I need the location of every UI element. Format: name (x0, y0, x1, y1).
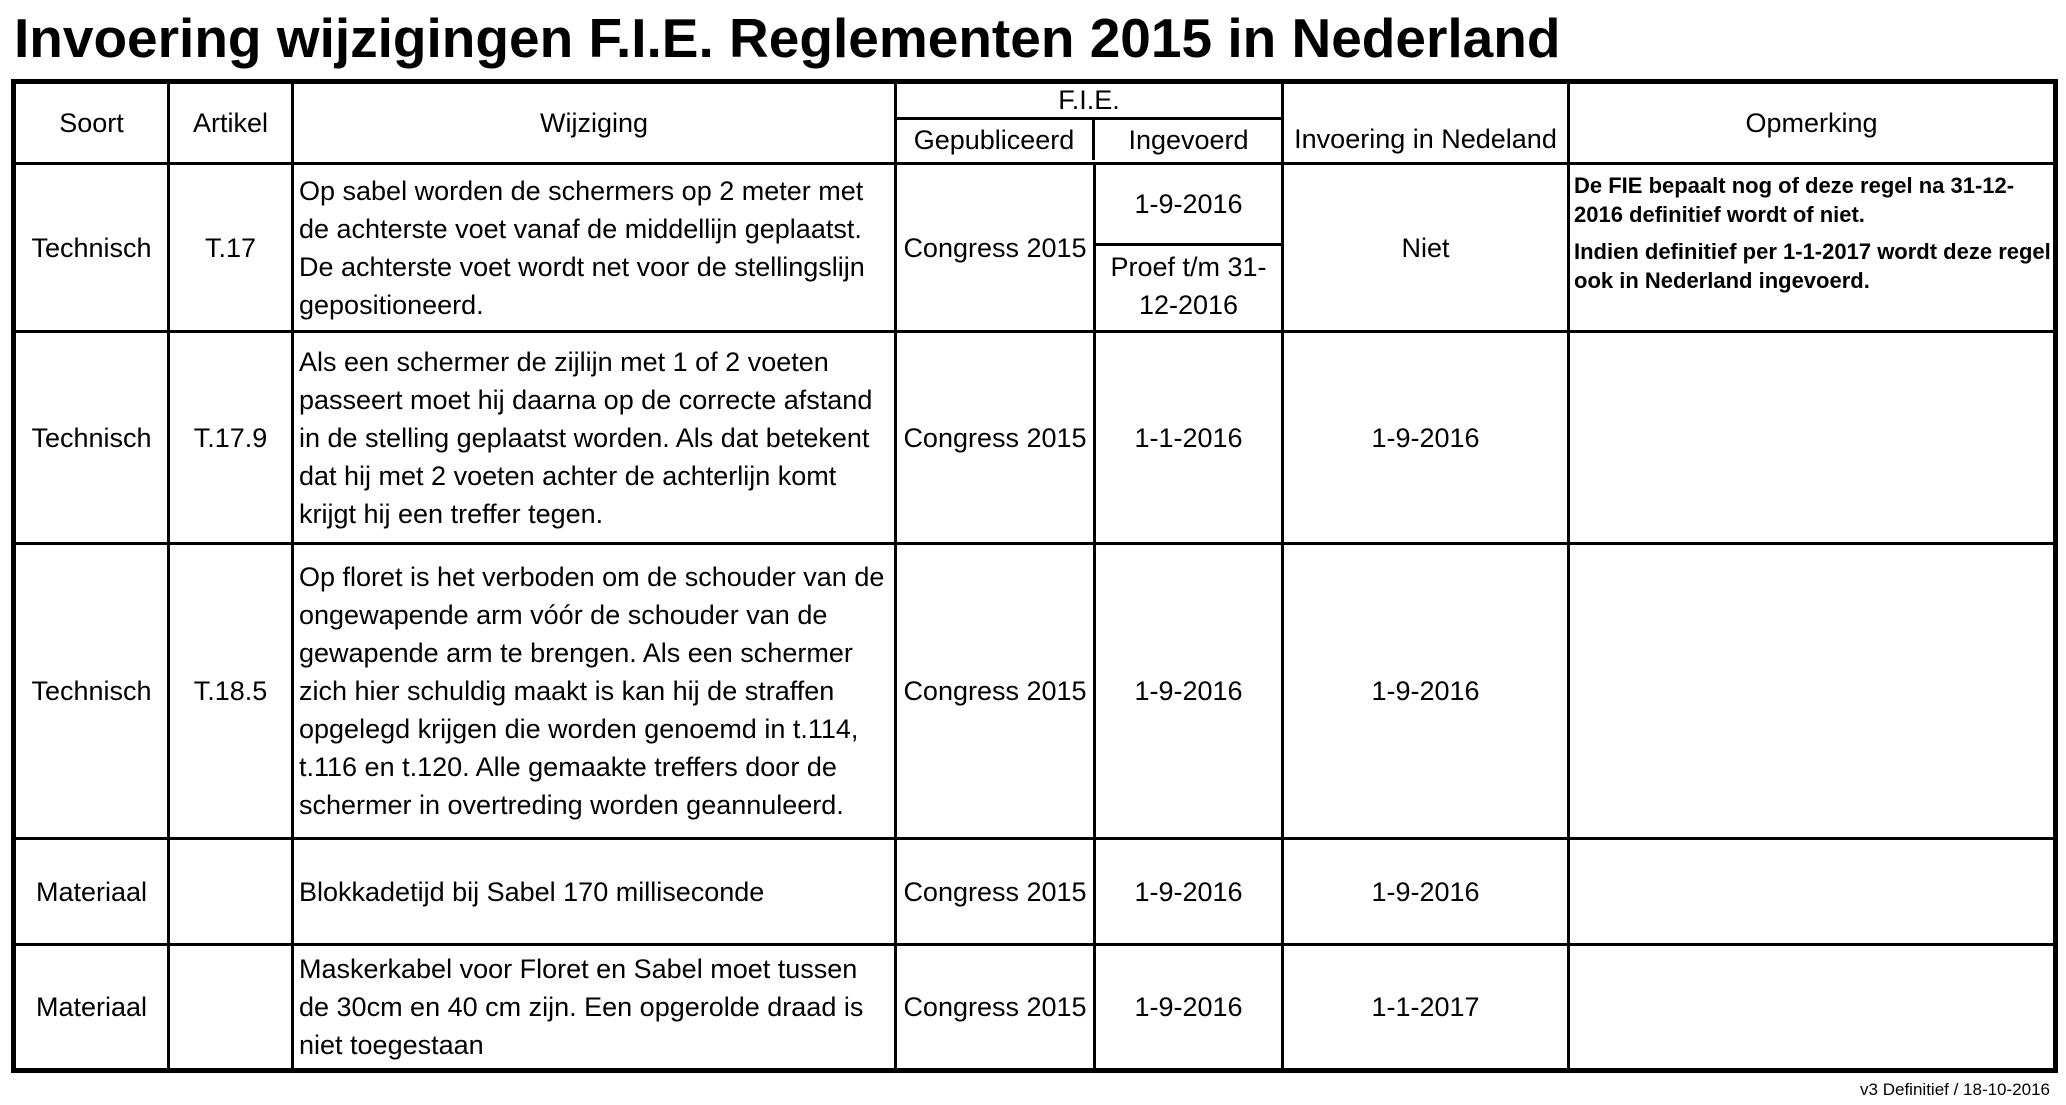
cell-artikel (169, 839, 293, 945)
document-title: Invoering wijzigingen F.I.E. Reglementen 2015 in Nederland (14, 7, 1561, 69)
cell-artikel: T.17 (169, 164, 293, 332)
cell-invoering: 1-9-2016 (1283, 839, 1569, 945)
cell-invoering: 1-9-2016 (1283, 544, 1569, 839)
cell-gepubliceerd: Congress 2015 (896, 164, 1095, 332)
opmerking-line-1: De FIE bepaalt nog of deze regel na 31-12-2016 definitief wordt of niet. (1574, 173, 2015, 227)
cell-soort: Materiaal (14, 945, 169, 1071)
cell-invoering: 1-9-2016 (1283, 332, 1569, 544)
cell-ingevoerd-proef: Proef t/m 31-12-2016 (1095, 243, 1282, 324)
version-footer: v3 Definitief / 18-10-2016 (1860, 1080, 2050, 1099)
header-soort: Soort (14, 82, 169, 164)
header-opmerking: Opmerking (1569, 82, 2056, 164)
cell-wijziging: Op floret is het verboden om de schouder van de ongewapende arm vóór de schouder van de gewapende arm te brengen. Als een schermer zich hier schuldig maakt is kan hij de straffen opgelegd krijgen die worden genoemd in t.114, t.116 en t.120. Alle gemaakte treffers door de schermer in overtreding worden geannuleerd. (293, 544, 896, 839)
header-wijziging: Wijziging (293, 82, 896, 164)
changes-table (11, 79, 2058, 1073)
cell-soort: Technisch (14, 332, 169, 544)
cell-gepubliceerd: Congress 2015 (896, 544, 1095, 839)
header-fie: F.I.E. (1058, 85, 1120, 115)
cell-invoering: Niet (1283, 164, 1569, 332)
cell-opmerking (1569, 544, 2056, 839)
header-fie-group (896, 82, 1283, 164)
cell-ingevoerd-split (1095, 164, 1283, 332)
cell-artikel: T.17.9 (169, 332, 293, 544)
cell-soort: Materiaal (14, 839, 169, 945)
cell-wijziging: Als een schermer de zijlijn met 1 of 2 voeten passeert moet hij daarna op de correcte afstand in de stelling geplaatst worden. Als dat betekent dat hij met 2 voeten achter de achterlijn komt krijgt hij een treffer tegen. (293, 332, 896, 544)
cell-ingevoerd: 1-9-2016 (1095, 945, 1283, 1071)
header-invoering: Invoering in Nedeland (1283, 82, 1569, 164)
cell-artikel (169, 945, 293, 1071)
cell-opmerking (1569, 332, 2056, 544)
table-row (14, 164, 2056, 332)
header-artikel: Artikel (169, 82, 293, 164)
cell-soort: Technisch (14, 544, 169, 839)
cell-ingevoerd: 1-9-2016 (1095, 544, 1283, 839)
table-row (14, 332, 2056, 544)
cell-opmerking (1569, 164, 2056, 332)
cell-gepubliceerd: Congress 2015 (896, 839, 1095, 945)
opmerking-line-2: Indien definitief per 1-1-2017 wordt deze regel ook in Nederland ingevoerd. (1574, 239, 2051, 293)
header-row (14, 82, 2056, 164)
header-ingevoerd: Ingevoerd (1128, 125, 1249, 155)
table-row (14, 544, 2056, 839)
cell-wijziging: Maskerkabel voor Floret en Sabel moet tussen de 30cm en 40 cm zijn. Een opgerolde draad is niet toegestaan (293, 945, 896, 1071)
cell-gepubliceerd: Congress 2015 (896, 945, 1095, 1071)
cell-opmerking (1569, 839, 2056, 945)
cell-ingevoerd: 1-9-2016 (1134, 189, 1243, 219)
cell-wijziging: Op sabel worden de schermers op 2 meter met de achterste voet vanaf de middellijn geplaatst. De achterste voet wordt net voor de stellingslijn gepositioneerd. (293, 164, 896, 332)
cell-opmerking (1569, 945, 2056, 1071)
header-gepubliceerd: Gepubliceerd (896, 120, 1095, 160)
table-row (14, 945, 2056, 1071)
cell-invoering: 1-1-2017 (1283, 945, 1569, 1071)
table-row (14, 839, 2056, 945)
cell-artikel: T.18.5 (169, 544, 293, 839)
cell-gepubliceerd: Congress 2015 (896, 332, 1095, 544)
cell-soort: Technisch (14, 164, 169, 332)
cell-ingevoerd: 1-1-2016 (1095, 332, 1283, 544)
cell-wijziging: Blokkadetijd bij Sabel 170 milliseconde (293, 839, 896, 945)
cell-ingevoerd: 1-9-2016 (1095, 839, 1283, 945)
